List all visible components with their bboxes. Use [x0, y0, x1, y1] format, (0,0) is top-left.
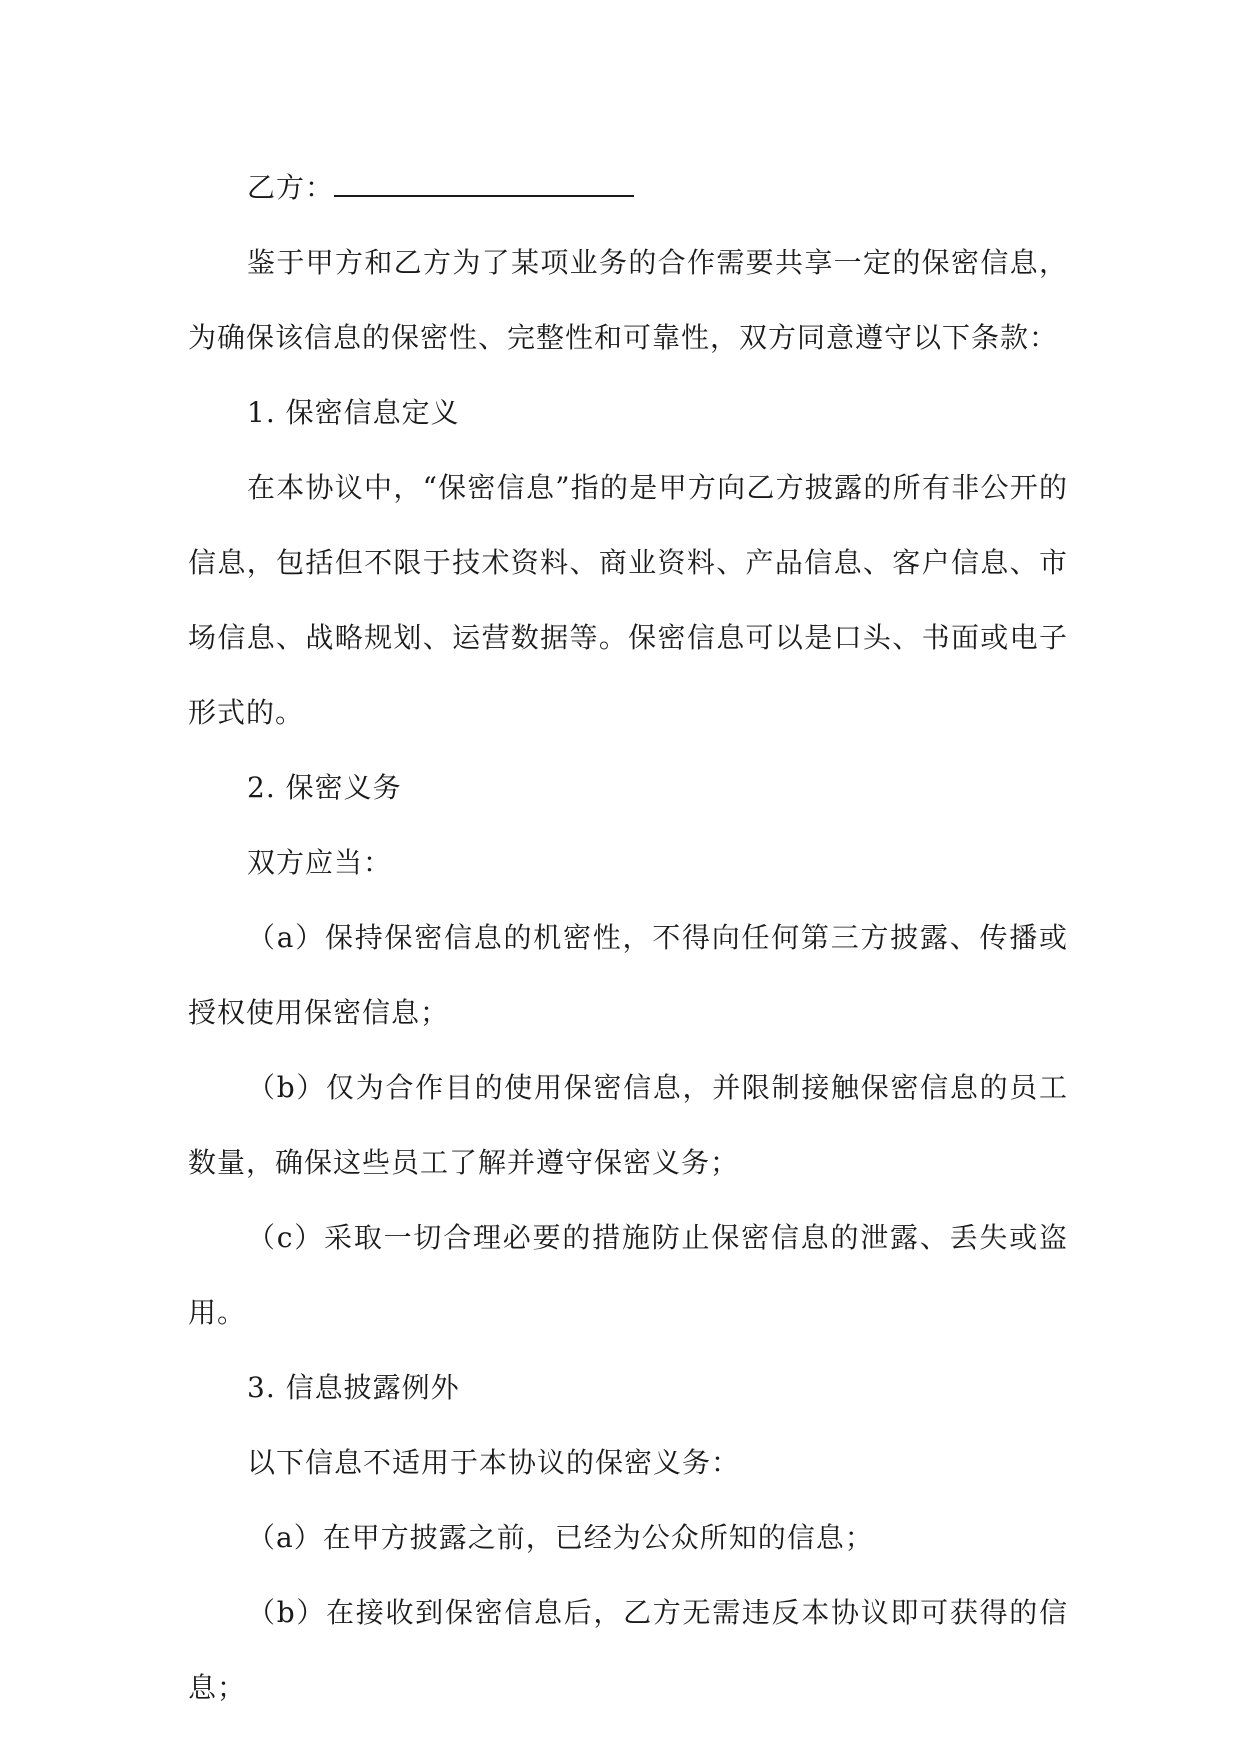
section-2-item-a: （a）保持保密信息的机密性，不得向任何第三方披露、传播或授权使用保密信息； — [188, 921, 1068, 1029]
section-3-item-a: （a）在甲方披露之前，已经为公众所知的信息； — [247, 1521, 874, 1554]
party-b-line — [188, 150, 1068, 225]
section-1-title: 1. 保密信息定义 — [247, 396, 460, 429]
preamble-paragraph: 鉴于甲方和乙方为了某项业务的合作需要共享一定的保密信息，为确保该信息的保密性、完整性和可靠性，双方同意遵守以下条款： — [188, 246, 1068, 354]
section-2-item-c: （c）采取一切合理必要的措施防止保密信息的泄露、丢失或盗用。 — [188, 1221, 1068, 1329]
section-1-body: 在本协议中，“保密信息”指的是甲方向乙方披露的所有非公开的信息，包括但不限于技术资料、商业资料、产品信息、客户信息、市场信息、战略规划、运营数据等。保密信息可以是口头、书面或电子形式的。 — [188, 471, 1068, 729]
section-2-title: 2. 保密义务 — [247, 771, 402, 804]
section-3-title: 3. 信息披露例外 — [247, 1371, 460, 1404]
section-2-item-b: （b）仅为合作目的使用保密信息，并限制接触保密信息的员工数量，确保这些员工了解并遵守保密义务； — [188, 1071, 1068, 1179]
party-b-blank — [334, 173, 634, 197]
section-3-intro: 以下信息不适用于本协议的保密义务： — [247, 1446, 741, 1479]
section-2-intro: 双方应当： — [247, 846, 393, 879]
document-body — [188, 150, 1068, 1725]
section-3-item-b: （b）在接收到保密信息后，乙方无需违反本协议即可获得的信息； — [188, 1596, 1068, 1704]
party-b-label: 乙方： — [247, 171, 335, 204]
